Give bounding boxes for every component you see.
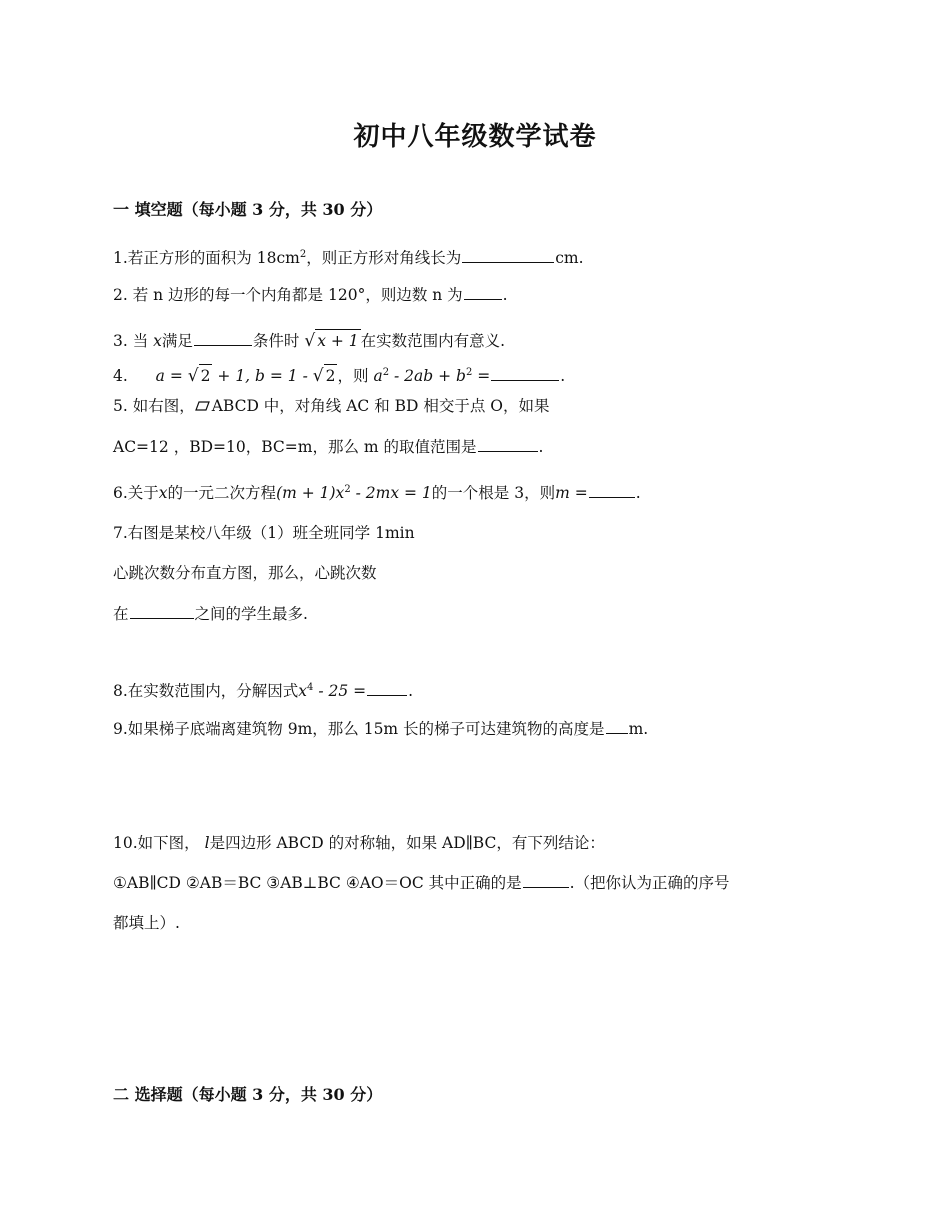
q3-text-c: 条件时 (252, 332, 300, 350)
parallelogram-icon (195, 401, 210, 411)
sqrt-icon: √ (187, 366, 199, 387)
q3-text-d: 在实数范围内有意义. (360, 332, 506, 350)
q4-radicand-2: 2 (324, 364, 338, 387)
q6-expr-b: - 2mx = 1 (350, 484, 432, 503)
q10-answer-blank[interactable] (523, 872, 569, 888)
q4-expr-e: = (472, 367, 491, 386)
section-heading-multiple-choice: 二 选择题（每小题 3 分，共 30 分） (113, 1085, 383, 1104)
q8-answer-blank[interactable] (367, 680, 407, 696)
q4-text-c: . (560, 367, 566, 386)
question-10 (113, 832, 605, 854)
q6-text-b: 的一元二次方程 (167, 484, 277, 503)
q4-expr-a: a = (155, 367, 188, 386)
section-heading-fill-in: 一 填空题（每小题 3 分，共 30 分） (113, 200, 383, 219)
question-2 (113, 284, 508, 306)
q1-text-c: cm. (555, 249, 584, 268)
q5-text-d: . (538, 438, 544, 456)
q6-text-d: . (635, 484, 641, 503)
question-1 (113, 244, 584, 269)
question-7-cont: 心跳次数分布直方图，那么，心跳次数 (113, 564, 377, 582)
question-8 (113, 677, 413, 702)
q8-text-a: 8.在实数范围内，分解因式 (113, 682, 299, 701)
q4-expr-c: a (373, 367, 383, 386)
page-title: 初中八年级数学试卷 (353, 122, 597, 152)
q8-text-b: . (408, 682, 414, 701)
q4-exp-2: 2 (465, 367, 473, 378)
q9-text-b: m. (628, 720, 649, 738)
question-9 (113, 718, 648, 740)
question-5 (113, 395, 550, 417)
q10-text-d: .（把你认为正确的序号 (569, 874, 730, 892)
q10-variable-l: l (204, 834, 210, 852)
question-10-cont: 都填上）. (113, 914, 180, 932)
q8-expr-b: - 25 = (313, 682, 367, 701)
q3-radicand: x + 1 (315, 329, 360, 352)
q10-text-a: 10.如下图， (113, 834, 200, 852)
q5-text-b: ABCD 中，对角线 AC 和 BD 相交于点 O，如果 (211, 397, 550, 415)
q4-radicand-1: 2 (199, 364, 213, 387)
q6-expr-c: m = (555, 484, 588, 503)
q3-variable-x: x (153, 332, 162, 350)
q10-text-b: 是四边形 ABCD 的对称轴，如果 AD∥BC，有下列结论： (209, 834, 605, 852)
q6-text-c: 的一个根是 3，则 (431, 484, 556, 503)
q6-variable-x: x (158, 484, 168, 503)
q10-text-c: ①AB∥CD ②AB＝BC ③AB⊥BC ④AO＝OC 其中正确的是 (113, 874, 522, 892)
q6-answer-blank[interactable] (589, 482, 635, 498)
q4-exp-1: 2 (382, 367, 390, 378)
q7-text-c: 在 (113, 605, 129, 623)
q5-text-c: AC=12 ，BD=10，BC=m，那么 m 的取值范围是 (113, 438, 477, 456)
q1-text-b: ，则正方形对角线长为 (306, 249, 462, 268)
question-7-cont-2 (113, 603, 308, 625)
q3-text-a: 3. 当 (113, 332, 149, 350)
q4-text-a: 4. (113, 367, 128, 386)
q2-text-b: . (502, 286, 508, 304)
q1-answer-blank[interactable] (462, 247, 554, 263)
q5-text-a: 5. 如右图， (113, 397, 195, 415)
question-10-options (113, 872, 730, 894)
q5-answer-blank[interactable] (478, 436, 538, 452)
q3-answer-blank[interactable] (194, 330, 252, 346)
q1-text-a: 1.若正方形的面积为 18cm (113, 249, 300, 268)
q9-text-a: 9.如果梯子底端离建筑物 9m，那么 15m 长的梯子可达建筑物的高度是 (113, 720, 605, 738)
sqrt-icon: √ (312, 366, 324, 387)
q4-expr-d: - 2ab + b (389, 367, 466, 386)
q2-answer-blank[interactable] (464, 284, 502, 300)
q6-exp: 2 (344, 484, 351, 495)
q8-expr-a: x (298, 682, 308, 701)
q7-text-d: 之间的学生最多. (194, 605, 308, 623)
q7-answer-blank[interactable] (130, 603, 194, 619)
q2-text-a: 2. 若 n 边形的每一个内角都是 120°，则边数 n 为 (113, 286, 463, 304)
q6-text-a: 6.关于 (113, 484, 159, 503)
q9-answer-blank[interactable] (606, 718, 628, 734)
question-7: 7.右图是某校八年级（1）班全班同学 1min (113, 524, 415, 542)
question-3 (113, 329, 505, 352)
q1-superscript: 2 (299, 249, 307, 260)
sqrt-icon: √ (304, 331, 316, 351)
question-6 (113, 479, 641, 504)
q3-text-b: 满足 (161, 332, 193, 350)
q4-text-b: ，则 (337, 367, 369, 386)
q4-expr-b: + 1, b = 1 - (212, 367, 313, 386)
q4-answer-blank[interactable] (491, 365, 559, 381)
question-5-cont (113, 436, 543, 458)
question-4 (113, 362, 565, 387)
q8-exp: 4 (307, 682, 314, 693)
q6-expr-a: (m + 1)x (276, 484, 345, 503)
